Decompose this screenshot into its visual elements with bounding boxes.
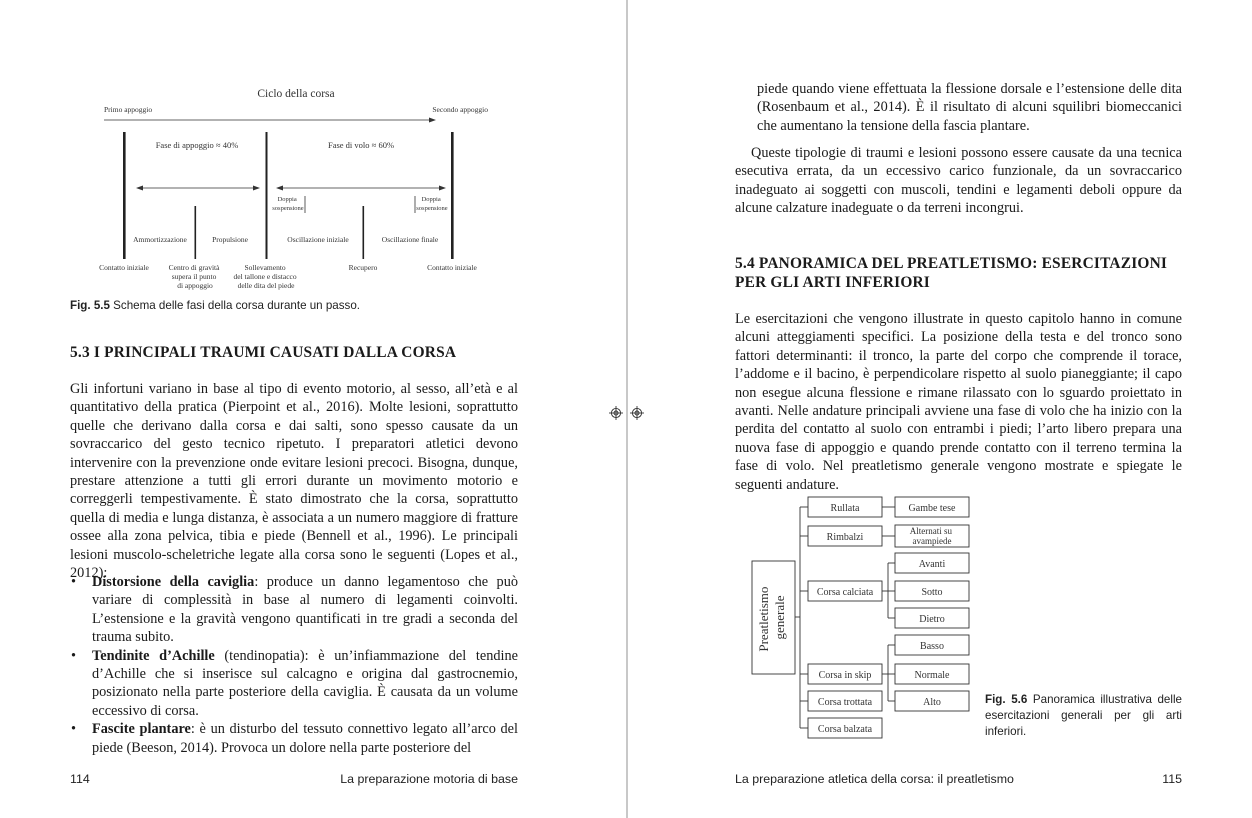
subphase-oscillazione-finale: Oscillazione finale xyxy=(381,235,439,244)
node-rimbalzi: Rimbalzi xyxy=(826,532,864,543)
right-page-number: 115 xyxy=(1162,772,1182,786)
right-page xyxy=(628,0,1252,818)
injury-list xyxy=(70,573,518,757)
list-item-text: : è un disturbo del tessuto connettivo legato all’arco del piede (Beeson, 2014). Provoca un dolore nella parte posteriore del xyxy=(92,721,518,756)
node-normale: Normale xyxy=(914,670,950,681)
event-heel-lift: Sollevamento del tallone e distacco delle dita del piede xyxy=(233,263,297,290)
left-running-footer: La preparazione motoria di base xyxy=(340,772,518,786)
node-sotto: Sotto xyxy=(921,587,943,598)
intro-paragraph xyxy=(70,380,518,582)
event-center-gravity: Centro di gravità supera il punto di appoggio xyxy=(168,263,220,290)
flight-arrow-head-right xyxy=(439,186,446,191)
list-item xyxy=(70,720,518,757)
list-item-term: Tendinite d’Achille xyxy=(92,647,215,664)
subphase-propulsione: Propulsione xyxy=(212,235,248,244)
section-heading-5-4: 5.4 PANORAMICA DEL PREATLETISMO: ESERCITAZIONI PER GLI ARTI INFERIORI xyxy=(735,255,1168,291)
node-rullata: Rullata xyxy=(830,503,860,514)
list-item-text: : produce un danno legamentoso che può variare di complessità in base al numero di legamenti coinvolti. L’estensione e la gravità vengono quantificati in tre gradi a seconda del trauma subito. xyxy=(92,574,518,646)
root-label: Preatletismo generale xyxy=(756,586,787,652)
node-alto: Alto xyxy=(923,697,941,708)
node-alternati: Alternati su avampiede xyxy=(909,526,952,546)
cycle-arrow-head xyxy=(429,118,436,123)
event-second-contact: Contatto iniziale xyxy=(427,263,477,272)
bar-center-gravity xyxy=(195,206,197,259)
left-page-number: 114 xyxy=(70,772,90,786)
figure-5-5-running-cycle-diagram xyxy=(90,80,500,295)
bar-second-contact xyxy=(451,132,454,259)
figure-5-6-caption xyxy=(985,692,1182,740)
list-item-term: Distorsione della caviglia xyxy=(92,574,255,590)
node-gambe-tese: Gambe tese xyxy=(908,503,956,514)
diagram-title: Ciclo della corsa xyxy=(257,88,335,100)
figure-5-5-caption-text: Schema delle fasi della corsa durante un passo. xyxy=(109,299,361,312)
figure-5-6-caption-label: Fig. 5.6 xyxy=(985,693,1028,706)
subphase-oscillazione-iniziale: Oscillazione iniziale xyxy=(287,235,349,244)
figure-5-6-tree-diagram xyxy=(748,494,978,744)
flight-phase-label: Fase di volo ≈ 60% xyxy=(327,140,395,150)
node-avanti: Avanti xyxy=(918,559,946,570)
node-dietro: Dietro xyxy=(919,614,945,625)
double-support-right: Doppia sospensione xyxy=(416,196,448,212)
start-label: Primo appoggio xyxy=(104,105,153,114)
crosshair-target-icon xyxy=(609,406,623,420)
bar-recovery xyxy=(363,206,365,259)
section-heading-5-3: 5.3 I PRINCIPALI TRAUMI CAUSATI DALLA CORSA xyxy=(70,344,457,361)
list-item xyxy=(70,573,518,647)
bar-toe-off xyxy=(266,132,268,259)
node-basso: Basso xyxy=(920,641,944,652)
flight-arrow-head-left xyxy=(276,186,283,191)
figure-5-5-caption xyxy=(70,298,360,314)
list-item-text: (tendinopatia): è un’infiammazione del tendine d’Achille che si inserisce sul calcagno e origina dal gastrocnemio, posizionato nella parte posteriore della caviglia. È causata da un volume eccessivo di corsa. xyxy=(92,647,518,719)
node-corsa-balzata: Corsa balzata xyxy=(817,724,873,735)
paragraph-overview xyxy=(735,310,1182,494)
continuation-paragraph xyxy=(757,80,1182,135)
stance-arrow-head-left xyxy=(136,186,143,191)
intro-paragraph-text: Gli infortuni variano in base al tipo di evento motorio, al sesso, all’età e al quantitativo della pratica (Pierpoint et al., 2016). Molte lesioni, soprattutto quelle che derivano dalla corsa e dai salti, sono spesso causate da un sovraccarico del gesto tecnico ripetuto. I preparatori atletici devono intervenire con la prevenzione onde evitare lesioni precoci. Bisogna, dunque, prestare attenzione a tutti gli errori durante un movimento motorio e correggerli tempestivamente. È stato dimostrato che la corsa, soprattutto quella di media e lunga distanza, è associata a un numero maggiore di fratture ossee alla zona pelvica, tibia e piede (Bennell et al., 1996). Le principali lesioni muscolo-scheletriche legate alla corsa sono le seguenti (Lopes et al., 2012): xyxy=(70,381,518,582)
paragraph-causes xyxy=(735,144,1182,218)
stance-phase-label: Fase di appoggio ≈ 40% xyxy=(155,140,239,150)
node-corsa-skip: Corsa in skip xyxy=(818,670,872,681)
list-item-term: Fascite plantare xyxy=(92,721,191,738)
paragraph-causes-text: Queste tipologie di traumi e lesioni possono essere causate da una tecnica esecutiva errata, da un eccessivo carico funzionale, da un sovraccarico inadeguato ai soggetti con muscoli, tendini e legamenti deboli oppure da alcune calzature inadeguate o da terreni incongrui. xyxy=(735,145,1182,217)
node-corsa-trottata: Corsa trottata xyxy=(817,697,873,708)
subphase-ammortizzazione: Ammortizzazione xyxy=(133,235,187,244)
list-item xyxy=(70,647,518,721)
continuation-paragraph-text: piede quando viene effettuata la flessione dorsale e l’estensione delle dita (Rosenbaum et al., 2014). È il risultato di alcuni squilibri biomeccanici che aumentano la tensione della fascia plantare. xyxy=(757,81,1182,134)
right-running-footer: La preparazione atletica della corsa: il preatletismo xyxy=(735,772,1014,786)
stance-arrow-head-right xyxy=(253,186,260,191)
figure-5-6-caption-text: Panoramica illustrativa delle esercitazioni generali per gli arti inferiori. xyxy=(985,693,1182,738)
bar-initial-contact xyxy=(123,132,126,259)
event-recovery: Recupero xyxy=(348,263,378,272)
node-corsa-calciata: Corsa calciata xyxy=(816,587,874,598)
paragraph-overview-text: Le esercitazioni che vengono illustrate in questo capitolo hanno in comune alcuni atteggiamenti specifici. La posizione della testa e del tronco sono fattori determinanti: il tronco, la parte del corpo che comprende il torace, l’addome e il bacino, è perpendicolare rispetto al suolo pianeggiante; il capo non esegue alcuna flessione e rimane rilassato con lo sguardo proiettato in avanti. Nelle andature principali avviene una fase di volo che ha inizio con la perdita del contatto al suolo con entrambi i piedi; l’arto libero prepara una nuova fase di appoggio e quando prende contatto con il terreno termina la fase di volo. Nel preatletismo generale vengono mostrate e spiegate le seguenti andature. xyxy=(735,311,1182,493)
event-initial-contact: Contatto iniziale xyxy=(99,263,149,272)
end-label: Secondo appoggio xyxy=(432,105,488,114)
figure-5-5-caption-label: Fig. 5.5 xyxy=(70,299,110,312)
double-support-left: Doppia sospensione xyxy=(272,196,304,212)
